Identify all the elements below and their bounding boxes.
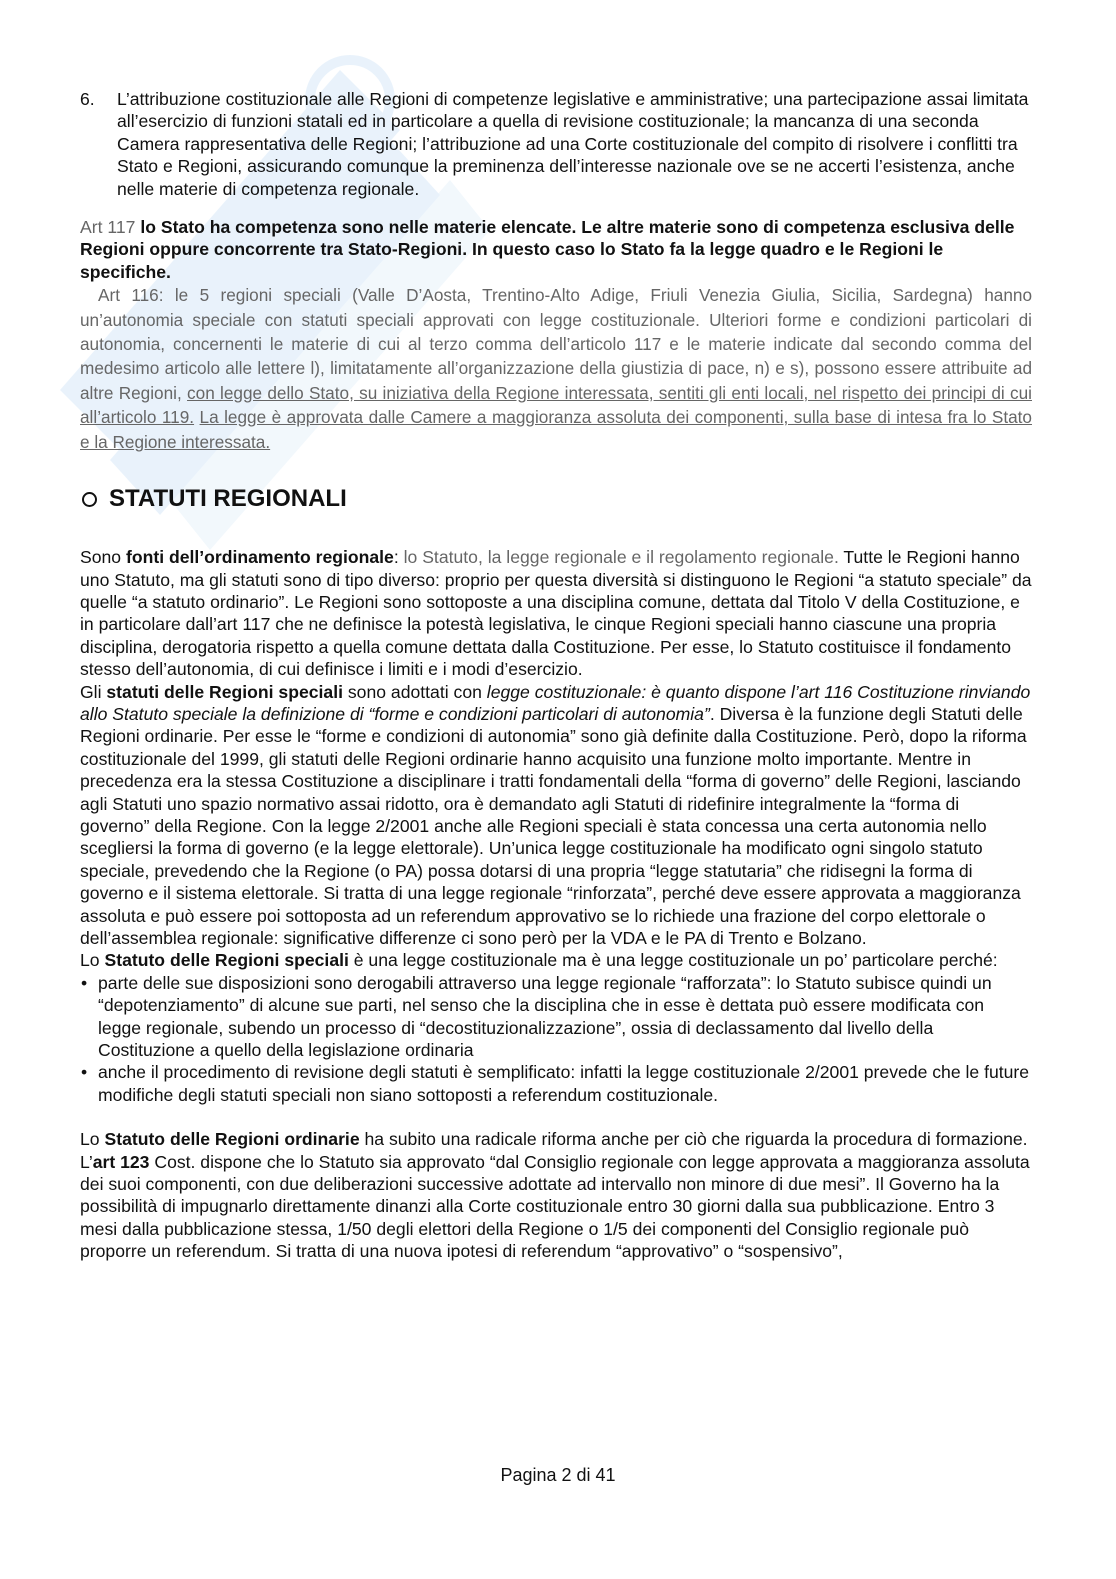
text-run: sono adottati con bbox=[343, 681, 487, 702]
list-item-text: anche il procedimento di revisione degli statuti è semplificato: infatti la legge costituzionale 2/2001 prevede che le future modifiche degli statuti speciali non siano sottoposti a referendum costituzionale. bbox=[98, 1062, 1030, 1105]
text-run: Gli bbox=[80, 681, 107, 702]
light-run: lo Statuto, la legge regionale e il regolamento regionale. bbox=[403, 547, 839, 568]
list-item bbox=[80, 1061, 1032, 1106]
italic-run: legge costituzionale: è quanto dispone l’art 116 Costituzione rinviando allo Statuto speciale la definizione di “forme e condizioni particolari di autonomia” bbox=[80, 681, 1031, 724]
page-footer: Pagina 2 di 41 bbox=[500, 1465, 616, 1485]
paragraph-statuti-speciali bbox=[80, 681, 1032, 950]
bullet-dot-icon: • bbox=[81, 972, 88, 993]
paragraph-statuto-speciale-legge bbox=[80, 949, 1032, 971]
circle-bullet-icon bbox=[82, 492, 97, 507]
art-117-paragraph bbox=[80, 216, 1032, 283]
text-run: ha subito una radicale riforma anche per ciò che riguarda la procedura di formazione. L’ bbox=[80, 1129, 1028, 1172]
bold-run: Statuto delle Regioni speciali bbox=[104, 950, 349, 971]
section-heading bbox=[80, 484, 1032, 514]
art-116-underline-1: con legge dello Stato, su iniziativa della Regione interessata, sentiti gli enti locali, nel rispetto dei principi di cui all’articolo 119. bbox=[80, 382, 1032, 428]
section-body bbox=[80, 546, 1032, 1263]
text-run: . Diversa è la funzione degli Statuti delle Regioni ordinarie. Per esse le “forme e condizioni di autonomia” sono già definite dalla Costituzione. Però, dopo la riforma costituzionale del 1999, gli statuti delle Regioni ordinarie hanno acquisito una funzione molto importante. Mentre in precedenza era la stessa Costituzione a disciplinare i tratti fondamentali della “forma di governo” delle Regioni, lasciando agli Statuti uno spazio normativo assai ridotto, ora è demandato agli Statuti di ridefinire integralmente la “forma di governo” della Regione. Con la legge 2/2001 anche alle Regioni speciali è stata concessa una certa autonomia nello scegliersi la forma di governo (e la legge elettorale). Un’unica legge costituzionale ha modificato ogni singolo statuto speciale, prevedendo che la Regione (o PA) possa dotarsi di una propria “legge statutaria” che ridisegni la forma di governo e il sistema elettorale. Si tratta di una legge regionale “rinforzata”, perché deve essere approvata a maggioranza assoluta e può essere poi sottoposta ad un referendum approvativo se lo richiede una frazione del corpo elettorale o dell’assemblea regionale: significative differenze ci sono però per la VDA e le PA di Trento e Bolzano. bbox=[80, 703, 1027, 948]
item-number: 6. bbox=[80, 89, 95, 109]
list-item bbox=[80, 972, 1032, 1062]
art-116-text: Art 116: le 5 regioni speciali (Valle D’Aosta, Trentino-Alto Adige, Friuli Venezia Giulia, Sicilia, Sardegna) hanno un’autonomia speciale con statuti speciali approvati con legge costituzionale. Ulteriori forme e condizioni particolari di autonomia, concernenti le materie di cui al terzo comma dell’articolo 117 e le materie indicate dal secondo comma del medesimo articolo alle lettere l), limitatamente all’organizzazione della giustizia di pace, n) e s), possono essere attribuite ad altre Regioni, bbox=[80, 285, 1032, 403]
document-page bbox=[80, 88, 1032, 1263]
item-text: L’attribuzione costituzionale alle Regioni di competenze legislative e amministrative; una partecipazione assai limitata all’esercizio di funzioni statali ed in particolare a quella di revisione costituzionale; la mancanza di una seconda Camera rappresentativa delle Regioni; l’attribuzione ad una Corte costituzionale del compito di risolvere i conflitti tra Stato e Regioni, assicurando comunque la preminenza dell’interesse nazionale ove se ne accerti l’esistenza, anche nelle materie di competenza regionale. bbox=[117, 89, 1029, 199]
spacer bbox=[80, 1106, 1032, 1128]
bullet-dot-icon: • bbox=[81, 1062, 88, 1083]
numbered-item-6 bbox=[80, 88, 1032, 200]
art-116-underline-2: La legge è approvata dalle Camere a maggioranza assoluta dei componenti, sulla base di intesa fra lo Stato e la Regione interessata. bbox=[80, 407, 1032, 452]
art-117-bold-text: lo Stato ha competenza sono nelle materie elencate. Le altre materie sono di competenza esclusiva delle Regioni oppure concorrente tra Stato-Regioni. In questo caso lo Stato fa la legge quadro e le Regioni le specifiche. bbox=[80, 217, 1015, 282]
bold-run: fonti dell’ordinamento regionale bbox=[125, 547, 394, 568]
bold-run: art 123 bbox=[92, 1151, 150, 1172]
paragraph-statuto-ordinarie bbox=[80, 1128, 1032, 1262]
section-title: STATUTI REGIONALI bbox=[109, 485, 347, 513]
text-run: Tutte le Regioni hanno uno Statuto, ma gli statuti sono di tipo diverso: proprio per questa diversità si distinguono le Regioni “a statuto speciale” da quelle “a statuto ordinario”. Le Regioni sono sottoposte a una disciplina comune, dettata dal Titolo V della Costituzione, e in particolare dall’art 117 che ne definisce la potestà legislativa, le cinque Regioni speciali hanno ciascune una propria disciplina, derogatoria rispetto a quella comune dettata dalla Costituzione. Per esse, lo Statuto costituisce il fondamento stesso dell’autonomia, di cui definisce i limiti e i modi d’esercizio. bbox=[80, 547, 1032, 680]
text-run: Sono bbox=[80, 547, 126, 568]
bullet-list bbox=[80, 972, 1032, 1106]
list-item-text: parte delle sue disposizioni sono derogabili attraverso una legge regionale “rafforzata”: lo Statuto subisce quindi un “depotenziamento” di alcune sue parti, nel senso che la disciplina che in esse è dettata può essere modificata con legge regionale, subendo un processo di “decostituzionalizzazione”, ossia di declassamento dal livello della Costituzione a quello della legislazione ordinaria bbox=[98, 972, 992, 1061]
bold-run: statuti delle Regioni speciali bbox=[106, 681, 343, 702]
text-run: Lo bbox=[80, 950, 105, 971]
text-run: : bbox=[393, 547, 404, 568]
text-run: è una legge costituzionale ma è una legge costituzionale un po’ particolare perché: bbox=[348, 950, 998, 971]
art-117-label: Art 117 bbox=[80, 217, 141, 238]
paragraph-fonti bbox=[80, 546, 1032, 680]
text-run: Lo bbox=[80, 1129, 105, 1150]
art-116-paragraph bbox=[80, 283, 1032, 454]
bold-run: Statuto delle Regioni ordinarie bbox=[104, 1129, 360, 1150]
text-run: Cost. dispone che lo Statuto sia approvato “dal Consiglio regionale con legge approvata a maggioranza assoluta dei suoi componenti, con due deliberazioni successive adottate ad intervallo non minore di due mesi”. Il Governo ha la possibilità di impugnarlo direttamente dinanzi alla Corte costituzionale entro 30 giorni dalla sua pubblicazione. Entro 3 mesi dalla pubblicazione stessa, 1/50 degli elettori della Regione o 1/5 dei componenti del Consiglio regionale può proporre un referendum. Si tratta di una nuova ipotesi di referendum “approvativo” o “sospensivo”, bbox=[80, 1151, 1030, 1262]
